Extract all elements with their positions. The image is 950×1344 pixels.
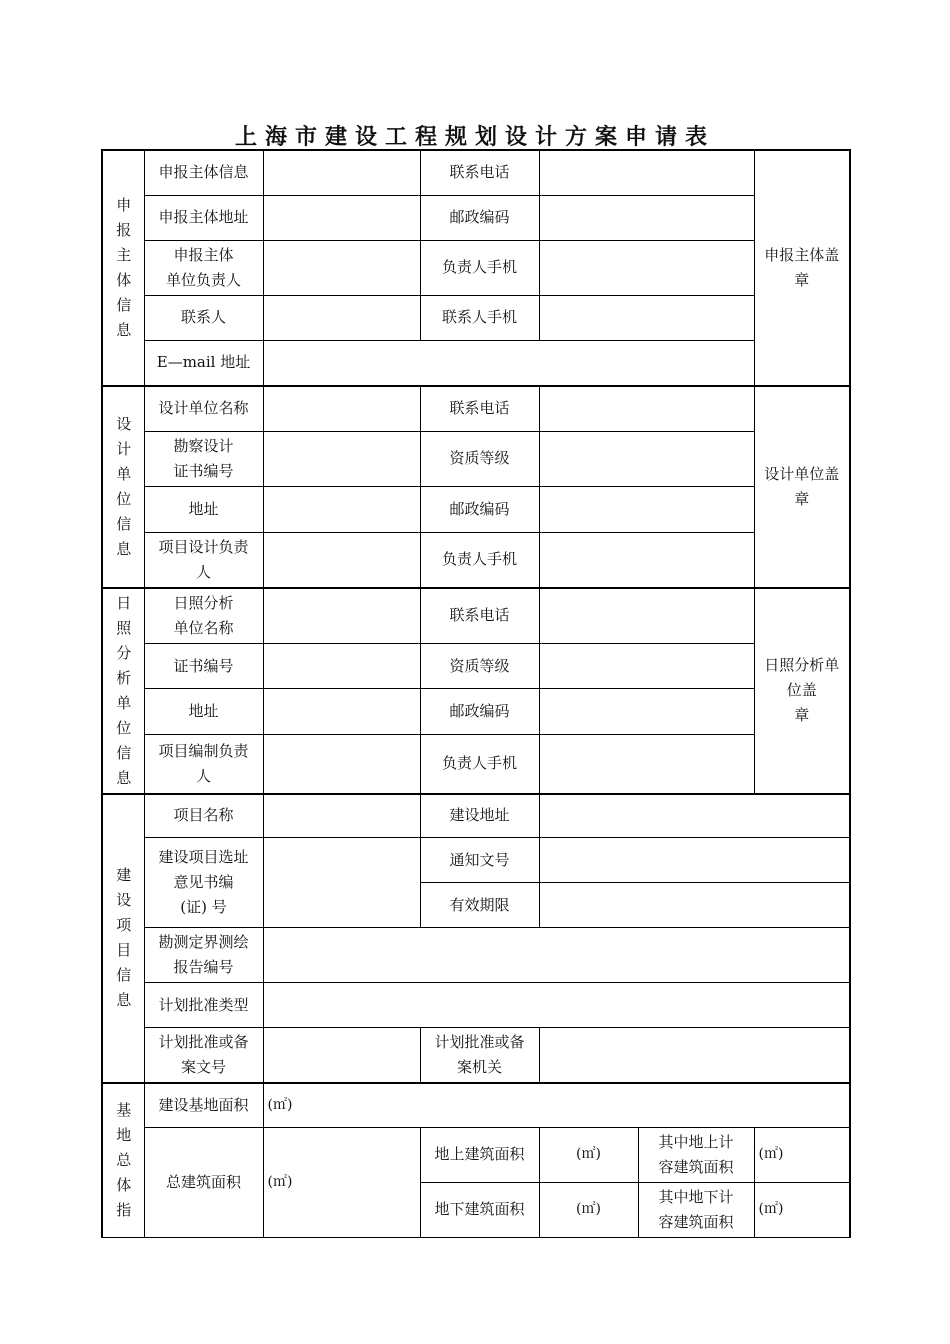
applicant-head-mobile-field[interactable] (539, 240, 754, 295)
site-above-field[interactable]: (㎡) (539, 1127, 638, 1182)
design-lead-label: 项目设计负责 人 (144, 532, 263, 588)
applicant-head-mobile-label: 负责人手机 (420, 240, 539, 295)
design-address-label: 地址 (144, 486, 263, 532)
sunlight-cert-label: 证书编号 (144, 643, 263, 688)
applicant-zip-label: 邮政编码 (420, 195, 539, 240)
project-validity-field[interactable] (539, 883, 850, 928)
project-plan-doc-field[interactable] (263, 1028, 420, 1084)
sunlight-grade-label: 资质等级 (420, 643, 539, 688)
project-plan-org-label: 计划批准或备 案机关 (420, 1028, 539, 1084)
design-lead-mobile-label: 负责人手机 (420, 532, 539, 588)
project-survey-field[interactable] (263, 928, 850, 983)
applicant-head-field[interactable] (263, 240, 420, 295)
sunlight-grade-field[interactable] (539, 643, 754, 688)
sunlight-zip-label: 邮政编码 (420, 689, 539, 734)
applicant-seal-area[interactable]: 申报主体盖章 (754, 150, 850, 386)
site-total-area-field[interactable]: (㎡) (263, 1127, 420, 1237)
sunlight-section-label: 日照分析单位信息 (102, 588, 144, 794)
applicant-contact-mobile-label: 联系人手机 (420, 295, 539, 340)
sunlight-zip-field[interactable] (539, 689, 754, 734)
applicant-address-label: 申报主体地址 (144, 195, 263, 240)
sunlight-lead-mobile-field[interactable] (539, 734, 754, 793)
applicant-contact-field[interactable] (263, 295, 420, 340)
site-below-label: 地下建筑面积 (420, 1182, 539, 1237)
project-plan-org-field[interactable] (539, 1028, 850, 1084)
applicant-zip-field[interactable] (539, 195, 754, 240)
applicant-info-field[interactable] (263, 150, 420, 195)
project-opinion-field[interactable] (263, 838, 420, 928)
applicant-email-label: E—mail 地址 (144, 340, 263, 386)
site-below-field[interactable]: (㎡) (539, 1182, 638, 1237)
project-section-label: 建设项目信息 (102, 794, 144, 1084)
site-total-area-label: 总建筑面积 (144, 1127, 263, 1237)
applicant-info-label: 申报主体信息 (144, 150, 263, 195)
design-phone-label: 联系电话 (420, 386, 539, 431)
design-seal-area[interactable]: 设计单位盖章 (754, 386, 850, 588)
site-base-area-field[interactable]: (㎡) (263, 1083, 850, 1127)
applicant-phone-label: 联系电话 (420, 150, 539, 195)
design-lead-field[interactable] (263, 532, 420, 588)
site-below-far-field[interactable]: (㎡) (754, 1182, 850, 1237)
site-above-label: 地上建筑面积 (420, 1127, 539, 1182)
site-base-area-label: 建设基地面积 (144, 1083, 263, 1127)
sunlight-cert-field[interactable] (263, 643, 420, 688)
project-plan-type-label: 计划批准类型 (144, 983, 263, 1028)
sunlight-lead-label: 项目编制负责 人 (144, 734, 263, 793)
design-name-label: 设计单位名称 (144, 386, 263, 431)
project-notice-field[interactable] (539, 838, 850, 883)
design-address-field[interactable] (263, 486, 420, 532)
applicant-head-label: 申报主体 单位负责人 (144, 240, 263, 295)
applicant-contact-label: 联系人 (144, 295, 263, 340)
application-form-table (101, 149, 851, 1238)
applicant-contact-mobile-field[interactable] (539, 295, 754, 340)
sunlight-name-label: 日照分析 单位名称 (144, 588, 263, 644)
sunlight-phone-field[interactable] (539, 588, 754, 644)
site-above-far-field[interactable]: (㎡) (754, 1127, 850, 1182)
applicant-address-field[interactable] (263, 195, 420, 240)
sunlight-name-field[interactable] (263, 588, 420, 644)
project-site-field[interactable] (539, 794, 850, 838)
design-grade-field[interactable] (539, 431, 754, 486)
project-plan-type-field[interactable] (263, 983, 850, 1028)
design-lead-mobile-field[interactable] (539, 532, 754, 588)
sunlight-seal-area[interactable]: 日照分析单位盖 章 (754, 588, 850, 794)
sunlight-address-label: 地址 (144, 689, 263, 734)
sunlight-lead-mobile-label: 负责人手机 (420, 734, 539, 793)
project-name-field[interactable] (263, 794, 420, 838)
form-title: 上海市建设工程规划设计方案申请表 (234, 124, 715, 150)
design-phone-field[interactable] (539, 386, 754, 431)
design-cert-field[interactable] (263, 431, 420, 486)
applicant-email-field[interactable] (263, 340, 754, 386)
site-above-far-label: 其中地上计 容建筑面积 (638, 1127, 754, 1182)
design-cert-label: 勘察设计 证书编号 (144, 431, 263, 486)
sunlight-phone-label: 联系电话 (420, 588, 539, 644)
design-zip-field[interactable] (539, 486, 754, 532)
design-grade-label: 资质等级 (420, 431, 539, 486)
project-validity-label: 有效期限 (420, 883, 539, 928)
project-notice-label: 通知文号 (420, 838, 539, 883)
design-zip-label: 邮政编码 (420, 486, 539, 532)
site-below-far-label: 其中地下计 容建筑面积 (638, 1182, 754, 1237)
sunlight-lead-field[interactable] (263, 734, 420, 793)
applicant-section-label: 申报主体信息 (102, 150, 144, 386)
design-name-field[interactable] (263, 386, 420, 431)
project-survey-label: 勘测定界测绘 报告编号 (144, 928, 263, 983)
applicant-phone-field[interactable] (539, 150, 754, 195)
sunlight-address-field[interactable] (263, 689, 420, 734)
site-section-label: 基地总体指 (102, 1083, 144, 1237)
project-name-label: 项目名称 (144, 794, 263, 838)
project-opinion-label: 建设项目选址 意见书编 (证) 号 (144, 838, 263, 928)
project-plan-doc-label: 计划批准或备 案文号 (144, 1028, 263, 1084)
design-section-label: 设计单位信息 (102, 386, 144, 588)
project-site-label: 建设地址 (420, 794, 539, 838)
